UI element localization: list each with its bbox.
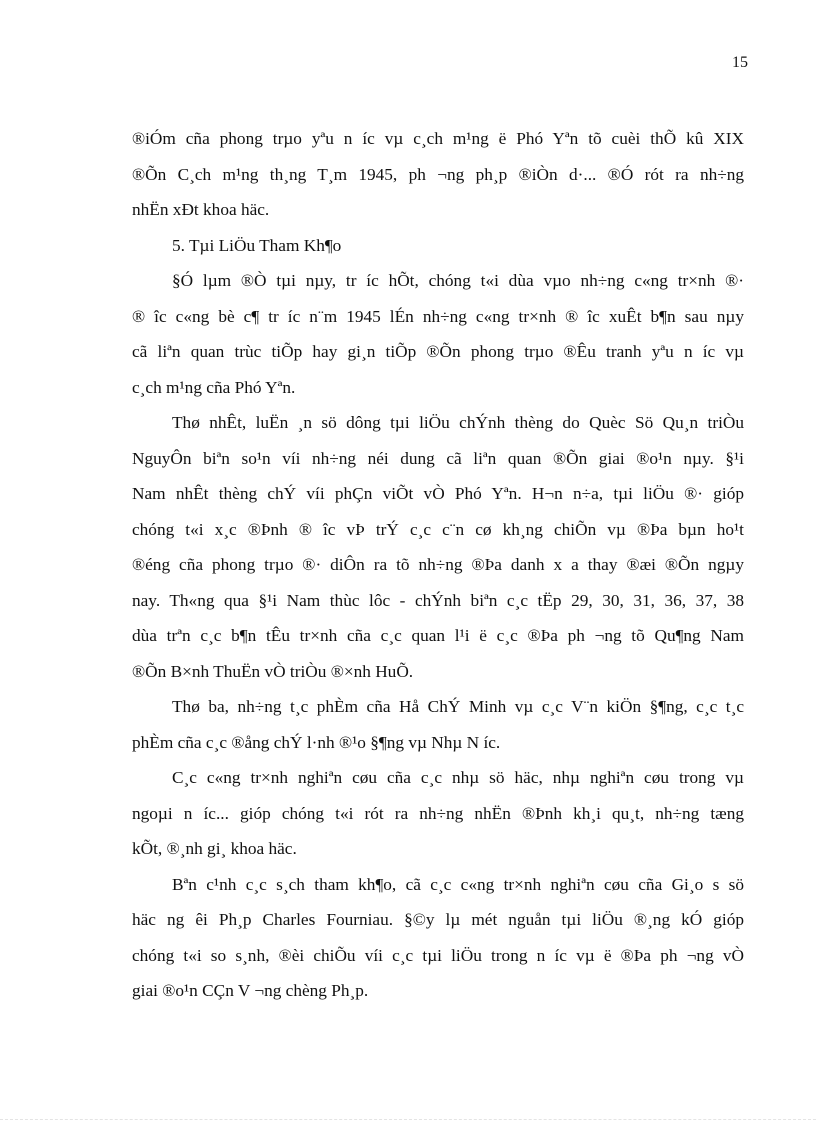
text-line: nhËn xÐt khoa häc. (132, 200, 270, 219)
page-bottom-border (0, 1119, 816, 1120)
text-line: häc ng êi Ph¸p Charles Fourniau. §©y lµ mét nguån tµi liÖu ®¸ng kÓ gióp (132, 910, 744, 929)
text-line: chóng t«i so s¸nh, ®èi chiÕu víi c¸c tµi liÖu trong n íc vµ ë ®Þa ph ¬ng vÒ (132, 945, 744, 965)
text-line: ngoµi n íc... gióp chóng t«i rót ra nh÷ng nhËn ®Þnh kh¸i qu¸t, nh÷ng tæng (132, 803, 744, 823)
text-line: Bªn c¹nh c¸c s¸ch tham kh¶o, cã c¸c c«ng tr×nh nghiªn cøu cña Gi¸o s sö (172, 874, 744, 894)
text-line: ® îc c«ng bè c¶ tr íc n¨m 1945 lÉn nh÷ng c«ng tr×nh ® îc xuÊt b¶n sau nµy (132, 306, 744, 326)
text-line: ®éng cña phong trµo ®· diÔn ra tõ nh÷ng ®Þa danh x a thay ®æi ®Õn ngµy (132, 555, 744, 574)
text-line: chóng t«i x¸c ®Þnh ® îc vÞ trÝ c¸c c¨n cø kh¸ng chiÕn vµ ®Þa bµn ho¹t (132, 519, 744, 539)
text-line: §Ó lµm ®Ò tµi nµy, tr íc hÕt, chóng t«i dùa vµo nh÷ng c«ng tr×nh ®· (172, 271, 744, 290)
text-line: C¸c c«ng tr×nh nghiªn cøu cña c¸c nhµ sö häc, nhµ nghiªn cøu trong vµ (172, 768, 744, 787)
text-line: NguyÔn biªn so¹n víi nh÷ng néi dung cã liªn quan ®Õn giai ®o¹n nµy. §¹i (132, 448, 744, 468)
section-heading: 5. Tµi LiÖu Tham Kh¶o (172, 235, 342, 255)
text-line: kÕt, ®¸nh gi¸ khoa häc. (132, 839, 297, 858)
text-line: nay. Th«ng qua §¹i Nam thùc lôc - chÝnh biªn c¸c tËp 29, 30, 31, 36, 37, 38 (132, 590, 744, 610)
text-line: Nam nhÊt thèng chÝ víi phÇn viÕt vÒ Phó Yªn. H¬n n÷a, tµi liÖu ®· gióp (132, 484, 744, 503)
text-line: cã liªn quan trùc tiÕp hay gi¸n tiÕp ®Õn phong trµo ®Êu tranh yªu n íc vµ (132, 342, 744, 361)
text-line: dùa trªn c¸c b¶n tÊu tr×nh cña c¸c quan l¹i ë c¸c ®Þa ph ¬ng tõ Qu¶ng Nam (132, 626, 744, 645)
text-line: c¸ch m¹ng cña Phó Yªn. (132, 377, 296, 397)
text-line: Thø nhÊt, luËn ¸n sö dông tµi liÖu chÝnh thèng do Quèc Sö Qu¸n triÒu (172, 413, 744, 432)
text-line: ®Õn C¸ch m¹ng th¸ng T¸m 1945, ph ¬ng ph¸p ®iÒn d·... ®Ó rót ra nh÷ng (132, 164, 744, 184)
text-line: phÈm cña c¸c ®ång chÝ l·nh ®¹o §¶ng vµ Nhµ N íc. (132, 732, 501, 752)
text-line: Thø ba, nh÷ng t¸c phÈm cña Hå ChÝ Minh vµ c¸c V¨n kiÖn §¶ng, c¸c t¸c (172, 697, 744, 716)
body-text (132, 121, 744, 1009)
text-line: giai ®o¹n CÇn V ¬ng chèng Ph¸p. (132, 981, 369, 1000)
text-line: ®iÓm cña phong trµo yªu n íc vµ c¸ch m¹ng ë Phó Yªn tõ cuèi thÕ kû XIX (132, 129, 744, 148)
page-number: 15 (732, 54, 748, 71)
text-line: ®Õn B×nh ThuËn vÒ triÒu ®×nh HuÕ. (132, 661, 414, 681)
